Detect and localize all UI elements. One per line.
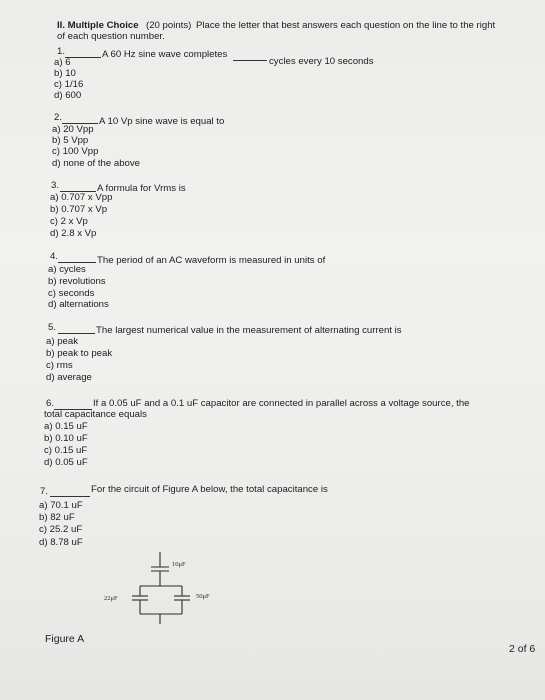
label-22uf: 22μF bbox=[104, 595, 118, 602]
q3-stem: A formula for Vrms is bbox=[97, 183, 186, 194]
q4-option-b: b) revolutions bbox=[48, 276, 106, 287]
q7-option-a: a) 70.1 uF bbox=[39, 500, 83, 511]
q5-option-d: d) average bbox=[46, 372, 92, 383]
q1-number: 1. bbox=[57, 46, 66, 57]
q6-option-b: b) 0.10 uF bbox=[44, 433, 88, 444]
instruction-line-2: of each question number. bbox=[57, 31, 165, 42]
q6-number: 6. bbox=[46, 398, 55, 409]
section-points: (20 points) bbox=[146, 20, 192, 31]
q4-number: 4. bbox=[50, 251, 59, 262]
q6-stem: If a 0.05 uF and a 0.1 uF capacitor are connected in parallel across a voltage source, the bbox=[93, 398, 470, 409]
section-title: II. Multiple Choice bbox=[57, 20, 139, 31]
q5-answer-line[interactable] bbox=[58, 333, 95, 334]
q1-option-b: b) 10 bbox=[54, 68, 76, 79]
q5-stem: The largest numerical value in the measurement of alternating current is bbox=[96, 325, 402, 336]
figure-caption: Figure A bbox=[45, 633, 85, 645]
q1-option-d: d) 600 bbox=[54, 90, 82, 101]
q1-stem: A 60 Hz sine wave completes bbox=[102, 49, 228, 60]
q3-option-c: c) 2 x Vp bbox=[50, 216, 88, 227]
q7-option-c: c) 25.2 uF bbox=[39, 524, 83, 535]
q4-option-a: a) cycles bbox=[48, 264, 86, 275]
q4-option-c: c) seconds bbox=[48, 288, 95, 299]
label-50uf: 50μF bbox=[196, 593, 210, 600]
q6-option-d: d) 0.05 uF bbox=[44, 457, 88, 468]
q2-stem: A 10 Vp sine wave is equal to bbox=[99, 116, 225, 127]
q5-number: 5. bbox=[48, 322, 57, 333]
q3-option-b: b) 0.707 x Vp bbox=[50, 204, 108, 215]
q4-stem: The period of an AC waveform is measured in units of bbox=[97, 255, 326, 266]
q2-number: 2. bbox=[54, 112, 63, 123]
instruction-line-1: Place the letter that best answers each question on the line to the right bbox=[196, 20, 496, 31]
q1-stem-end: cycles every 10 seconds bbox=[269, 56, 374, 67]
q6-stem-line-2: total capacitance equals bbox=[44, 409, 147, 420]
q2-option-d: d) none of the above bbox=[52, 158, 141, 169]
q2-option-b: b) 5 Vpp bbox=[52, 135, 89, 146]
q7-stem: For the circuit of Figure A below, the total capacitance is bbox=[91, 484, 328, 495]
q7-answer-line[interactable] bbox=[50, 496, 90, 497]
figure-a-circuit bbox=[104, 552, 230, 637]
q1-option-c: c) 1/16 bbox=[54, 79, 84, 90]
q7-option-b: b) 82 uF bbox=[39, 512, 75, 523]
q5-option-a: a) peak bbox=[46, 336, 78, 347]
q5-option-b: b) peak to peak bbox=[46, 348, 113, 359]
q6-option-c: c) 0.15 uF bbox=[44, 445, 88, 456]
q6-option-a: a) 0.15 uF bbox=[44, 421, 88, 432]
q7-option-d: d) 8.78 uF bbox=[39, 537, 83, 548]
q3-option-d: d) 2.8 x Vp bbox=[50, 228, 97, 239]
q4-option-d: d) alternations bbox=[48, 299, 109, 310]
q2-option-a: a) 20 Vpp bbox=[52, 124, 94, 135]
q2-option-c: c) 100 Vpp bbox=[52, 146, 99, 157]
q3-number: 3. bbox=[51, 180, 60, 191]
q1-option-a: a) 6 bbox=[54, 57, 71, 68]
q1-fill-line bbox=[233, 60, 267, 61]
q7-number: 7. bbox=[40, 486, 49, 497]
label-10uf: 10μF bbox=[172, 561, 186, 568]
q3-option-a: a) 0.707 x Vpp bbox=[50, 192, 113, 203]
page-number: 2 of 6 bbox=[509, 643, 536, 655]
q4-answer-line[interactable] bbox=[58, 262, 96, 263]
q5-option-c: c) rms bbox=[46, 360, 73, 371]
